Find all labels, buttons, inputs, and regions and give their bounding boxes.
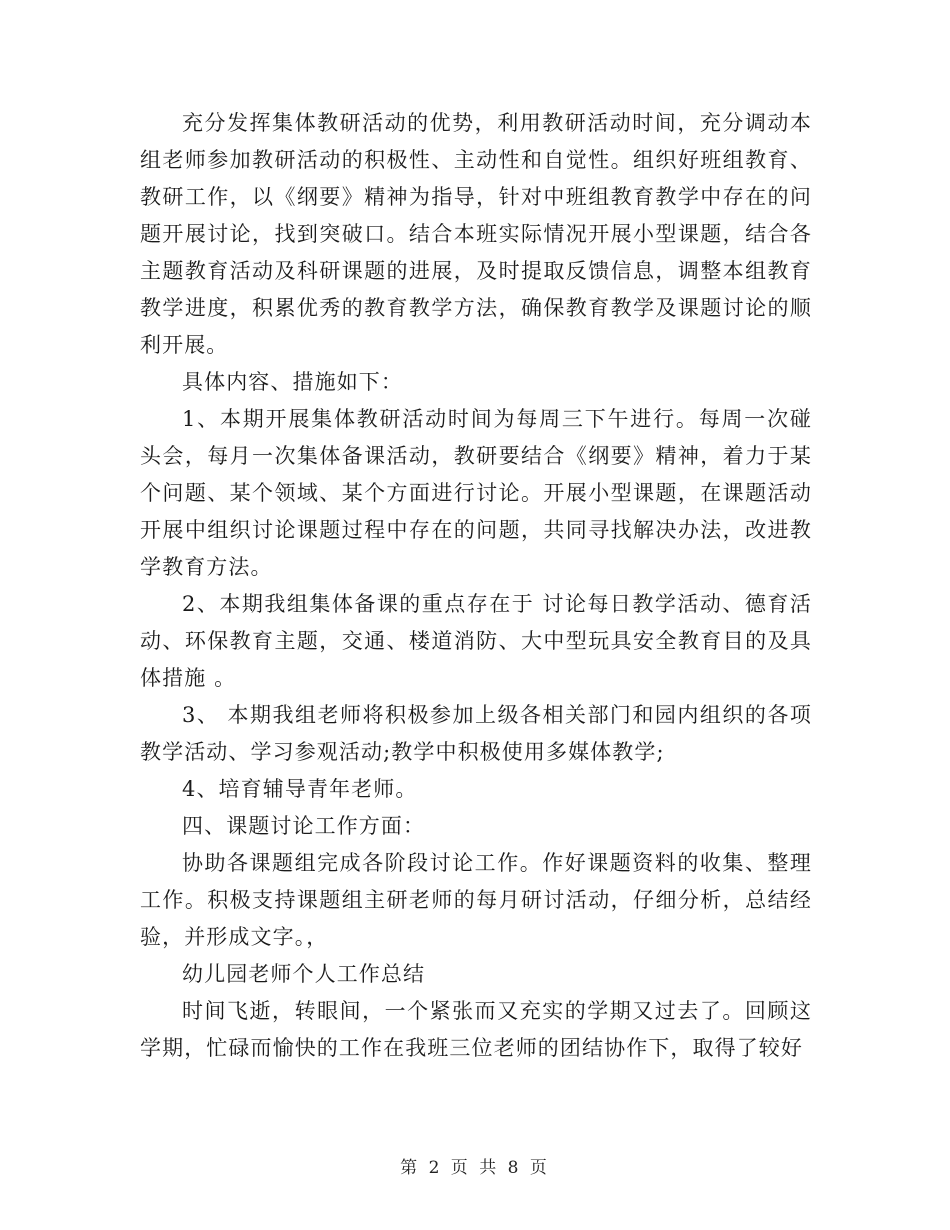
paragraph-10: 时间飞逝，转眼间，一个紧张而又充实的学期又过去了。回顾这学期，忙碌而愉快的工作在我班三位老师的团结协作下，取得了较好	[140, 999, 812, 1060]
page-number-footer: 第 2 页 共 8 页	[400, 1158, 550, 1178]
paragraph-4: 2、本期我组集体备课的重点存在于 讨论每日教学活动、德育活动、环保教育主题，交通、楼道消防、大中型玩具安全教育目的及具体措施 。	[140, 592, 812, 690]
paragraph-7: 四、课题讨论工作方面：	[182, 814, 426, 838]
paragraph-2: 具体内容、措施如下：	[182, 370, 403, 394]
document-body	[140, 105, 812, 1067]
paragraph-8: 协助各课题组完成各阶段讨论工作。作好课题资料的收集、整理工作。积极支持课题组主研老师的每月研讨活动，仔细分析，总结经验，并形成文字。，	[140, 851, 812, 949]
section-title: 幼儿园老师个人工作总结	[182, 962, 426, 986]
paragraph-3: 1、本期开展集体教研活动时间为每周三下午进行。每周一次碰头会，每月一次集体备课活动，教研要结合《纲要》精神，着力于某个问题、某个领域、某个方面进行讨论。开展小型课题，在课题活动开展中组织讨论课题过程中存在的问题，共同寻找解决办法，改进教学教育方法。	[140, 407, 812, 579]
paragraph-6: 4、培育辅导青年老师。	[182, 777, 418, 801]
paragraph-5: 3、 本期我组老师将积极参加上级各相关部门和园内组织的各项教学活动、学习参观活动;教学中积极使用多媒体教学;	[140, 703, 812, 764]
paragraph-1: 充分发挥集体教研活动的优势，利用教研活动时间，充分调动本组老师参加教研活动的积极性、主动性和自觉性。组织好班组教育、教研工作，以《纲要》精神为指导，针对中班组教育教学中存在的问题开展讨论，找到突破口。结合本班实际情况开展小型课题，结合各主题教育活动及科研课题的进展，及时提取反馈信息，调整本组教育教学进度，积累优秀的教育教学方法，确保教育教学及课题讨论的顺利开展。	[140, 111, 812, 357]
